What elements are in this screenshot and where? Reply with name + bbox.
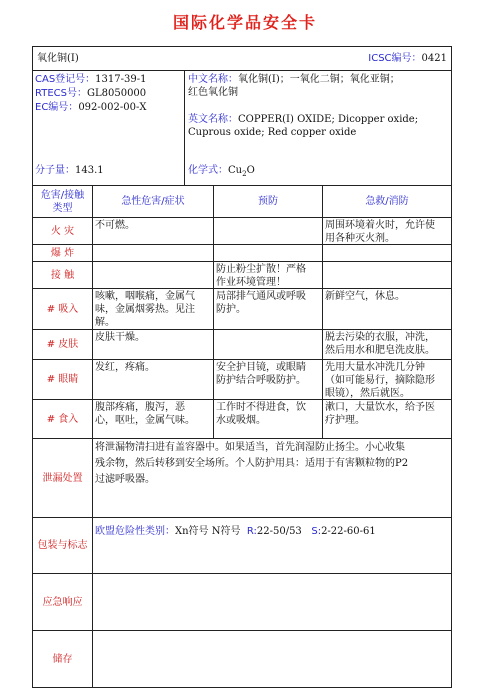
formula-main: Cu: [228, 165, 243, 176]
cell-line: 先用大量水冲洗几分钟: [325, 362, 425, 373]
eu-value: Xn符号 N符号: [175, 526, 241, 537]
fire-first-aid: [325, 219, 449, 245]
rule-spill: [33, 517, 451, 518]
row-label-inhalation: # 吸入: [46, 303, 79, 315]
ingestion-first-aid: [325, 401, 449, 427]
formula-sub: 2: [242, 170, 247, 178]
cell-line: 用各种灭火剂。: [325, 233, 395, 244]
col-header-prevention: 预防: [258, 196, 278, 207]
card-title: 国际化学品安全卡: [172, 13, 317, 32]
row-label-contact: 接 触: [50, 269, 75, 281]
cell-line: 然后用水和肥皂洗皮肤。: [325, 345, 435, 356]
eu-label: 欧盟危险性类别：: [95, 526, 175, 537]
inhalation-prevention: [216, 290, 320, 316]
eyes-first-aid: [325, 361, 449, 400]
row-label-skin: # 皮肤: [46, 339, 79, 350]
skin-first-aid: [325, 331, 449, 357]
row-label-fire: 火 灾: [50, 225, 75, 237]
col-header-type-line2: 类型: [52, 202, 73, 214]
cell-line: 防护。: [216, 304, 246, 315]
cell-line: 发红，疼痛。: [95, 362, 155, 373]
rtecs-label: RTECS号：: [35, 88, 87, 99]
cell-line: 安全护目镜，或眼睛: [216, 362, 306, 373]
rtecs-value: GL8050000: [86, 88, 147, 99]
row-label-ingestion: # 食入: [46, 413, 79, 425]
english-name-line1: [188, 113, 418, 126]
english-name-line2: Cuprous oxide; Red copper oxide: [188, 127, 357, 138]
mw-value: 143.1: [75, 165, 104, 176]
ec-label: EC编号：: [35, 102, 79, 113]
rule-columns: [33, 217, 451, 218]
cas-number: [35, 73, 146, 86]
col-header-type-line1: 危害/接触: [40, 189, 85, 201]
cell-line: 漱口，大量饮水，给予医: [325, 402, 435, 413]
row-label-storage: 储存: [52, 653, 73, 665]
ingestion-prevention: [216, 401, 320, 427]
eyes-hazard: [95, 361, 211, 374]
safety-card-sheet: [32, 46, 452, 688]
inhalation-hazard: [95, 290, 211, 329]
cas-label: CAS登记号：: [35, 74, 96, 85]
eyes-prevention: [216, 361, 320, 387]
ec-value: 092-002-00-X: [78, 102, 147, 113]
rule-col-1: [92, 185, 93, 687]
rule-emergency: [33, 630, 451, 631]
cell-line: 周围环境着火时，允许使: [325, 220, 435, 231]
rule-explosion: [33, 261, 451, 262]
rtecs-number: [35, 87, 146, 100]
contact-prevention: [216, 263, 320, 289]
cell-line: 味，金属烟雾热。见注: [95, 304, 195, 315]
formula-label: 化学式：: [188, 165, 228, 176]
rule-inhalation: [33, 329, 451, 330]
inhalation-first-aid: [325, 290, 449, 303]
cell-line: 作业环境管理！: [216, 277, 286, 288]
r-label: R:: [246, 526, 257, 537]
molecular-weight: [35, 164, 104, 177]
skin-hazard: [95, 331, 211, 344]
icsc-value: 0421: [421, 53, 447, 64]
ec-number: [35, 101, 146, 114]
rule-ingestion: [33, 438, 451, 439]
cell-line: 脱去污染的衣服，冲洗，: [325, 332, 435, 343]
spill-line: 将泄漏物清扫进有盖容器中。如果适当，首先润湿防止扬尘。小心收集: [95, 442, 405, 453]
ingestion-hazard: [95, 401, 211, 427]
row-label-packaging: 包装与标志: [37, 540, 88, 551]
cell-line: 疗护理。: [325, 415, 365, 426]
icsc-label: ICSC编号：: [368, 53, 422, 64]
chinese-name-line1: [188, 73, 400, 86]
packaging-classification: [95, 525, 376, 538]
col-header-type: [33, 186, 92, 217]
spill-text: [95, 440, 449, 488]
cell-line: 眼镜），然后就医。: [325, 388, 410, 399]
rule-packaging: [33, 573, 451, 574]
rule-skin: [33, 359, 451, 360]
cell-line: 防护结合呼吸防护。: [216, 375, 306, 386]
cell-line: 咳嗽，咽喉痛，金属气: [95, 291, 195, 302]
cn-value: 氧化铜(Ⅰ)；一氧化二铜；氧化亚铜；: [238, 74, 400, 85]
chemical-formula: [188, 164, 255, 181]
r-value: 22-50/53: [256, 526, 302, 537]
cell-line: 水或吸烟。: [216, 415, 266, 426]
col-header-hazard: 急性危害/症状: [121, 196, 185, 207]
icsc-number: [368, 52, 447, 65]
s-label: S:: [311, 526, 322, 537]
spill-line: 残余物，然后转移到安全场所。个人防护用具：适用于有害颗粒物的P2: [95, 458, 409, 469]
formula-tail: O: [246, 165, 255, 176]
col-header-first-aid: 急救/消防: [365, 196, 409, 207]
cell-line: 解。: [95, 317, 115, 328]
cell-line: 新鲜空气，休息。: [325, 291, 405, 302]
spill-line: 过滤呼吸器。: [95, 474, 155, 485]
cell-line: 防止粉尘扩散！严格: [216, 264, 306, 275]
rule-col-3: [322, 185, 323, 438]
chemical-name: 氧化铜(Ⅰ): [37, 53, 79, 64]
rule-header: [33, 70, 451, 71]
fire-hazard: [95, 219, 211, 232]
cell-line: 局部排气通风或呼吸: [216, 291, 306, 302]
row-label-spill: 泄漏处置: [42, 472, 83, 484]
cell-line: （如可能易行，摘除隐形: [325, 375, 435, 386]
en-label: 英文名称：: [188, 114, 238, 125]
mw-label: 分子量：: [35, 165, 75, 176]
cell-line: 心，呕吐，金属气味。: [95, 415, 195, 426]
cell-line: 不可燃。: [95, 220, 135, 231]
chinese-name-line2: 红色氧化铜: [188, 87, 238, 98]
row-label-eyes: # 眼睛: [46, 374, 79, 385]
en-value: COPPER(Ⅰ) OXIDE; Dicopper oxide;: [238, 114, 419, 125]
cas-value: 1317-39-1: [95, 74, 147, 85]
rule-col-2: [213, 185, 214, 438]
row-label-emergency: 应急响应: [42, 596, 83, 608]
cell-line: 腹部疼痛，腹泻，恶: [95, 402, 185, 413]
row-label-explosion: 爆 炸: [50, 247, 75, 259]
cn-label: 中文名称：: [188, 74, 238, 85]
s-value: 2-22-60-61: [321, 526, 376, 537]
cell-line: 皮肤干燥。: [95, 332, 145, 343]
rule-ids-divider: [184, 70, 185, 185]
cell-line: 工作时不得进食，饮: [216, 402, 306, 413]
